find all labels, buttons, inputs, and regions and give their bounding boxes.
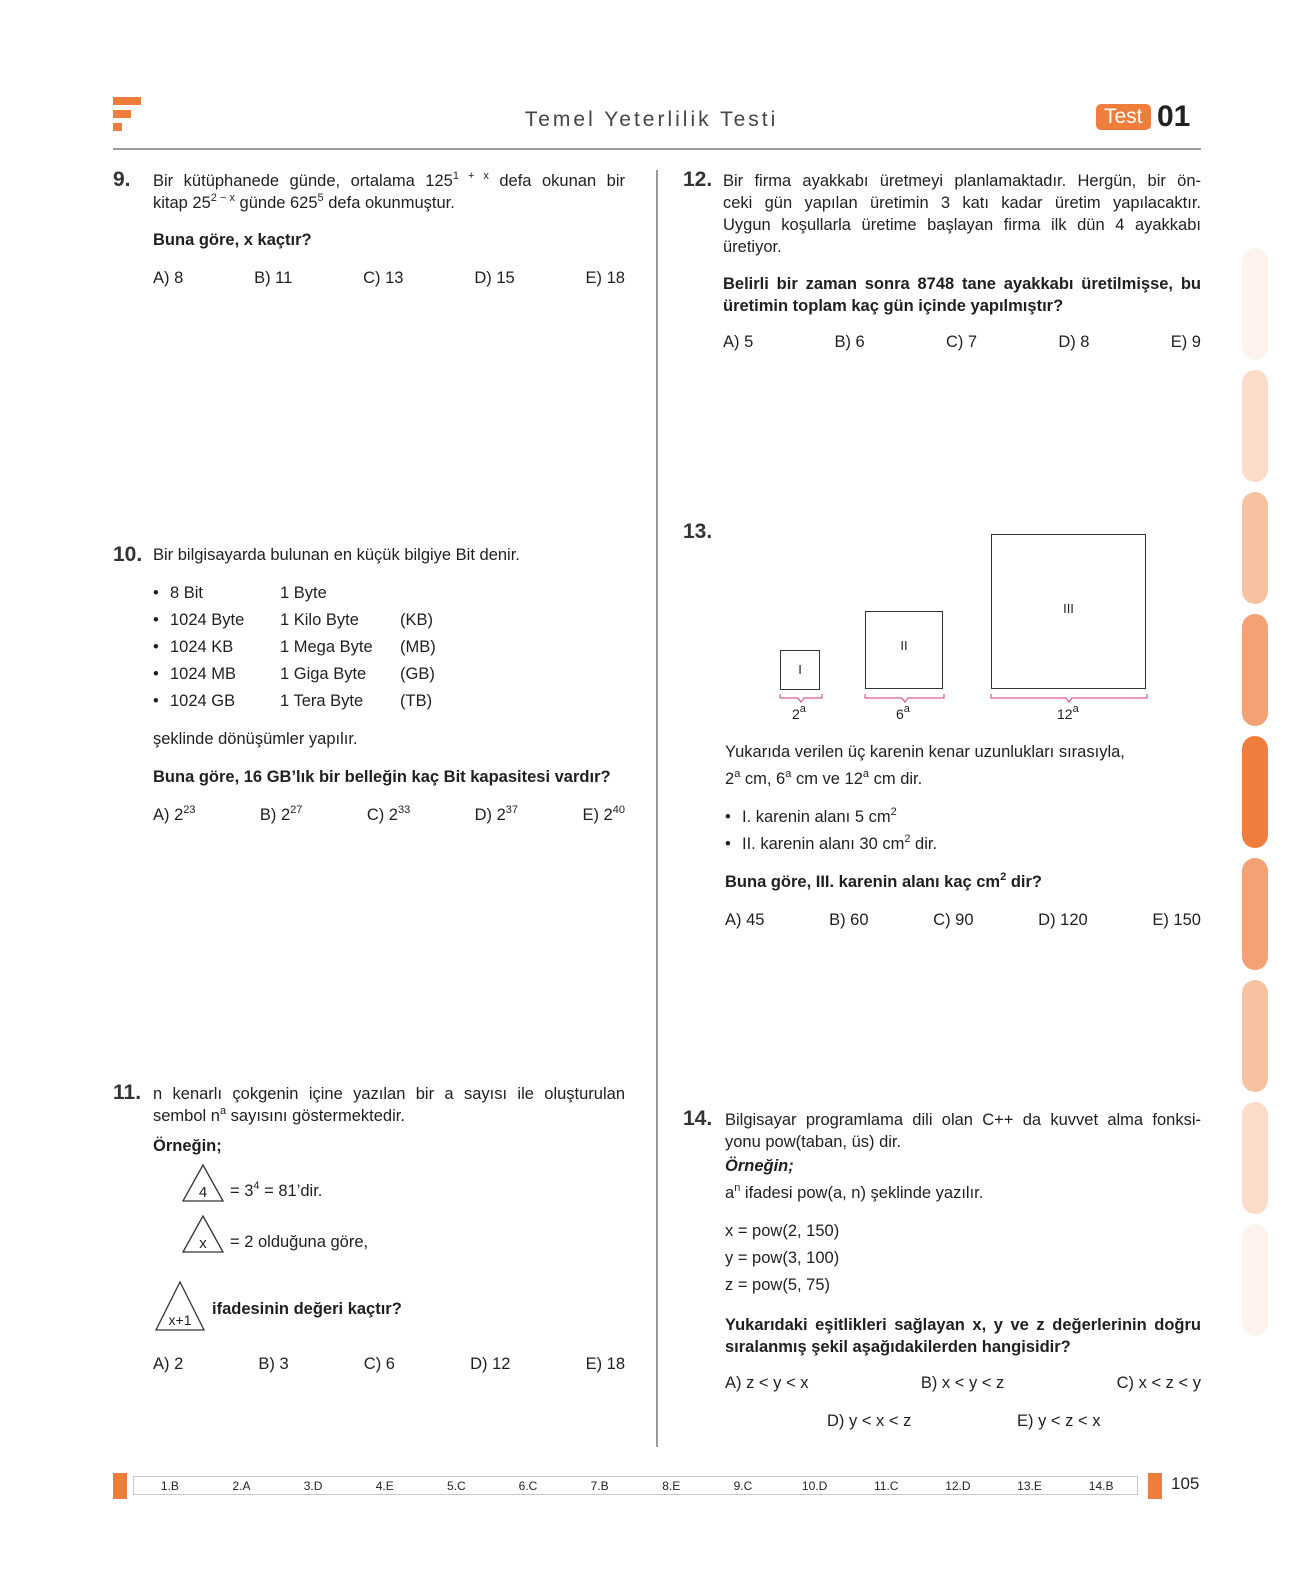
question-text: n kenarlı çokgenin içine yazılan bir a sayısı ile oluşturulan sembol $n^a$ sayısını göstermektedir. [153, 1085, 625, 1125]
answer-key [133, 1476, 1138, 1495]
option-e[interactable]: E) y < z < x [1017, 1412, 1101, 1430]
option-d[interactable]: D) 120 [1038, 911, 1088, 929]
answer-key-item: 8.E [662, 1478, 681, 1493]
option-b[interactable]: B) 3 [258, 1355, 289, 1373]
answer-options [725, 1374, 1201, 1393]
equation-y: y = pow(3, 100) [725, 1249, 840, 1267]
answer-key-item: 10.D [801, 1478, 828, 1493]
side-tab [1242, 492, 1268, 604]
list-item: • II. karenin alanı 30 $cm^2$ dir. [725, 832, 938, 853]
answer-key-item: 2.A [232, 1478, 251, 1493]
answer-key-item: 3.D [303, 1478, 323, 1493]
question-number: 9. [113, 168, 131, 191]
side-label-2: 6$^a$ [896, 703, 910, 722]
option-b[interactable]: B) x < y < z [920, 1374, 1005, 1392]
option-c[interactable]: C) 13 [363, 269, 404, 287]
column-divider [656, 170, 658, 1447]
option-b[interactable]: B) 6 [834, 333, 865, 351]
equation-x: x = pow(2, 150) [725, 1222, 840, 1240]
answer-key-item: 5.C [447, 1478, 466, 1493]
answer-key-item: 7.B [590, 1478, 609, 1493]
side-label-1: 2$^a$ [792, 703, 806, 722]
option-c[interactable]: C) 6 [363, 1355, 395, 1373]
triangle-symbol [181, 1163, 225, 1203]
option-d[interactable]: D) y < x < z [827, 1412, 912, 1430]
list-item: • 1024 KB 1 Mega Byte (MB) [153, 638, 436, 656]
side-tab [1242, 980, 1268, 1092]
list-item: • I. karenin alanı 5 $cm^2$ [725, 805, 897, 826]
answer-options [153, 269, 625, 288]
question-text: Bir firma ayakkabı üretmeyi planlamaktadır. Hergün, bir ön- ceki gün yapılan üretimin 3 katı kadar üretim yapılacaktır. Uygun koşullarla üretime başlayan firma ilk dün 4 ayakkabı üretiyor. [723, 172, 1201, 256]
answer-key-item: 1.B [160, 1478, 179, 1493]
option-e[interactable]: E) $2^{40}$ [582, 803, 625, 824]
page-number: 105 [1171, 1474, 1200, 1493]
answer-key-item: 13.E [1017, 1478, 1042, 1493]
option-b[interactable]: B) 11 [254, 269, 293, 287]
side-tab [1242, 1102, 1268, 1214]
triangle-symbol [154, 1280, 206, 1332]
example-equation-1: = $3^4$ = 81’dir. [230, 1179, 323, 1200]
side-tab [1242, 858, 1268, 970]
side-label-3: 12$^a$ [1057, 703, 1079, 722]
question-text: Bir bilgisayarda bulunan en küçük bilgiye Bit denir. [153, 546, 520, 564]
option-b[interactable]: B) 60 [829, 911, 869, 929]
side-tab [1242, 370, 1268, 482]
option-e[interactable]: E) 150 [1152, 911, 1201, 929]
svg-text:x+1: x+1 [168, 1312, 192, 1328]
option-a[interactable]: A) 45 [725, 911, 765, 929]
example-equation-2: = 2 olduğuna göre, [230, 1233, 369, 1251]
answer-options [725, 911, 1201, 930]
side-length-braces [775, 692, 1155, 704]
answer-options [153, 1355, 625, 1374]
list-item: • 1024 GB 1 Tera Byte (TB) [153, 692, 433, 710]
question-number: 10. [113, 543, 143, 566]
side-tab [1242, 614, 1268, 726]
question-prompt: Belirli bir zaman sonra 8748 tane ayakkabı üretilmişse, bu üretimin toplam kaç gün içinde yapılmıştır? [723, 275, 1201, 315]
question-prompt: Buna göre, 16 GB’lık bir belleğin kaç Bit kapasitesi vardır? [153, 768, 611, 786]
option-c[interactable]: C) 7 [945, 333, 978, 351]
option-c[interactable]: C) x < z < y [1116, 1374, 1201, 1392]
answer-options [153, 803, 625, 825]
square-1: I [780, 650, 820, 690]
answer-key-item: 11.C [873, 1478, 899, 1493]
question-prompt: ifadesinin değeri kaçtır? [212, 1300, 402, 1318]
svg-text:4: 4 [198, 1184, 208, 1201]
conversion-list [153, 584, 436, 719]
option-c[interactable]: C) $2^{33}$ [366, 803, 411, 824]
question-text: $a^n$ ifadesi pow(a, n) şeklinde yazılır. [725, 1181, 984, 1202]
answer-key-item: 4.E [375, 1478, 394, 1493]
side-tab [1242, 248, 1268, 360]
question-text: Bir kütüphanede günde, ortalama $125^{1 + x}$ defa okunan bir kitap $25^{2 - x}$ günde $625^5$ defa okunmuştur. [153, 169, 625, 212]
list-item: • 1024 MB 1 Giga Byte (GB) [153, 665, 435, 683]
answer-key-item: 12.D [945, 1478, 971, 1493]
triangle-symbol [181, 1214, 225, 1254]
example-label: Örneğin; [153, 1137, 222, 1155]
option-d[interactable]: D) 8 [1058, 333, 1090, 351]
option-d[interactable]: D) 12 [470, 1355, 511, 1373]
option-d[interactable]: D) 15 [474, 269, 515, 287]
square-3: III [991, 534, 1146, 689]
square-2: II [865, 611, 943, 689]
option-e[interactable]: E) 18 [585, 1355, 625, 1373]
side-tab [1242, 736, 1268, 848]
side-tab [1242, 1224, 1268, 1336]
question-number: 14. [683, 1107, 713, 1130]
footer-marker-right [1148, 1473, 1162, 1499]
question-number: 11. [113, 1081, 142, 1104]
list-item: • 1024 Byte 1 Kilo Byte (KB) [153, 611, 433, 629]
option-a[interactable]: A) 8 [153, 269, 184, 287]
footer-marker-left [113, 1473, 127, 1499]
question-text: 2$^a$ cm, 6$^a$ cm ve 12$^a$ cm dir. [725, 767, 923, 788]
question-prompt: Yukarıdaki eşitlikleri sağlayan x, y ve z değerlerinin doğru sıralanmış şekil aşağıdakilerden hangisidir? [725, 1316, 1201, 1356]
answer-key-item: 9.C [733, 1478, 753, 1493]
option-c[interactable]: C) 90 [933, 911, 974, 929]
example-label: Örneğin; [725, 1157, 794, 1175]
option-a[interactable]: A) $2^{23}$ [153, 803, 196, 824]
list-item: • 8 Bit 1 Byte [153, 584, 327, 602]
test-number: 01 [1157, 100, 1191, 133]
option-a[interactable]: A) 2 [153, 1355, 184, 1373]
equation-z: z = pow(5, 75) [725, 1276, 831, 1294]
answer-options [723, 333, 1201, 352]
svg-text:x: x [199, 1235, 207, 1252]
option-d[interactable]: D) $2^{37}$ [474, 803, 519, 824]
option-e[interactable]: E) 18 [585, 269, 625, 287]
question-prompt: Buna göre, x kaçtır? [153, 231, 312, 249]
header-divider [113, 148, 1201, 150]
question-text: Yukarıda verilen üç karenin kenar uzunlukları sırasıyla, [725, 743, 1125, 761]
page-title: Temel Yeterlilik Testi [524, 108, 779, 131]
question-text: Bilgisayar programlama dili olan C++ da kuvvet alma fonksi- yonu pow(taban, üs) dir. [725, 1111, 1201, 1151]
answer-key-item: 14.B [1088, 1478, 1114, 1493]
option-a[interactable]: A) 5 [723, 333, 754, 351]
question-prompt: Buna göre, III. karenin alanı kaç $cm^2$ dir? [725, 870, 1042, 891]
question-outro: şeklinde dönüşümler yapılır. [153, 730, 358, 748]
option-a[interactable]: A) z < y < x [725, 1374, 809, 1392]
question-number: 13. [683, 520, 713, 543]
test-badge: Test [1096, 104, 1151, 130]
question-number: 12. [683, 168, 713, 191]
option-b[interactable]: B) $2^{27}$ [259, 803, 303, 824]
option-e[interactable]: E) 9 [1170, 333, 1201, 351]
answer-key-item: 6.C [518, 1478, 538, 1493]
